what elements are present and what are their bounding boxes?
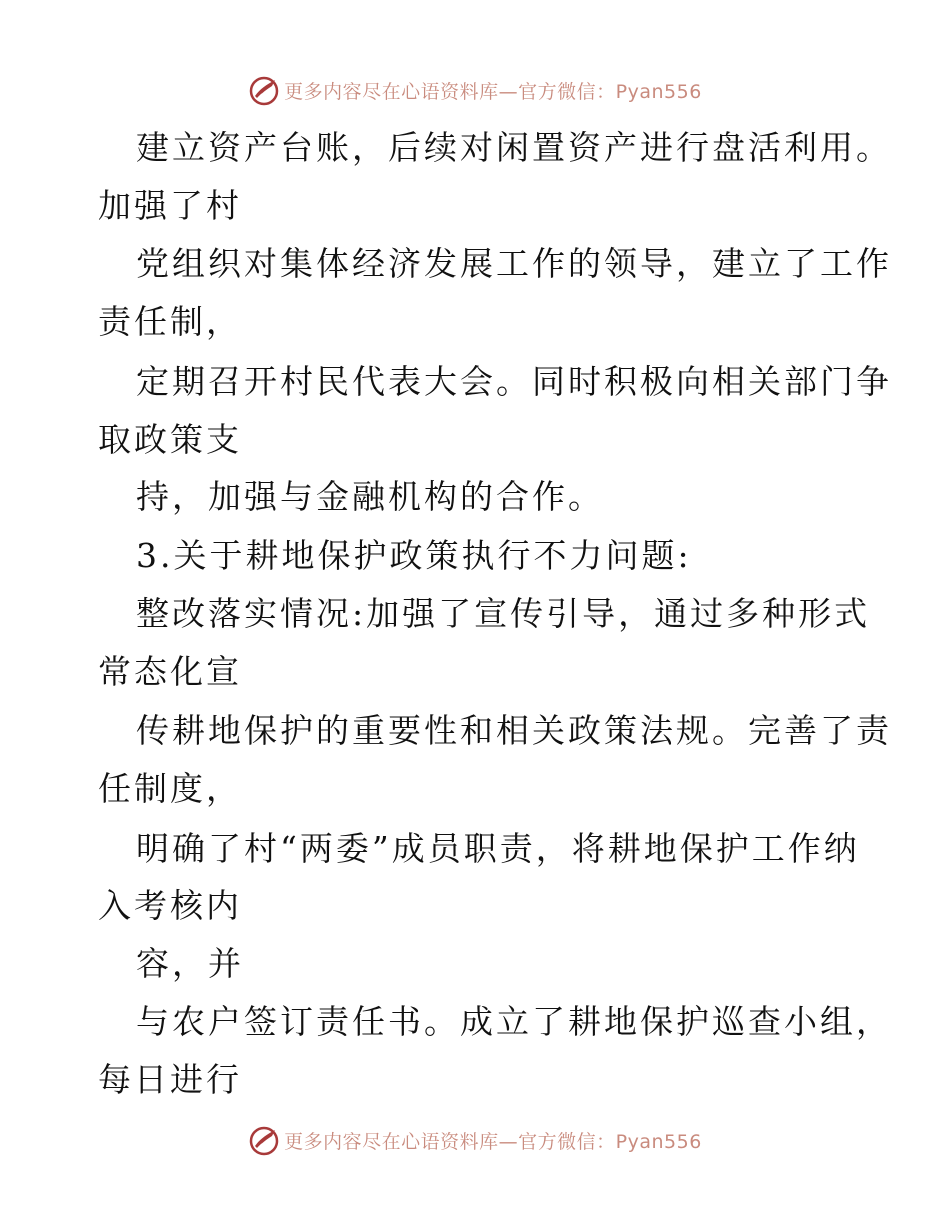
text-line: 建立资产台账，后续对闲置资产进行盘活利用。 [136, 128, 892, 167]
text-line: 入考核内 [98, 886, 242, 925]
text-line: 定期召开村民代表大会。同时积极向相关部门争 [136, 362, 892, 401]
text-line: 每日进行 [98, 1060, 242, 1099]
text-line: 责任制， [98, 302, 242, 341]
text-line: 任制度， [98, 769, 242, 808]
footer-watermark [0, 1120, 950, 1160]
watermark-text: 更多内容尽在心语资料库—官方微信：Pyan556 [284, 1130, 702, 1153]
text-line: 持，加强与金融机构的合作。 [136, 477, 604, 516]
text-line: 容，并 [136, 944, 244, 983]
text-line: 明确了村“两委”成员职责，将耕地保护工作纳 [136, 829, 860, 868]
text-line: 整改落实情况:加强了宣传引导，通过多种形式 [136, 594, 871, 633]
text-line: 与农户签订责任书。成立了耕地保护巡查小组， [136, 1002, 892, 1041]
text-line: 加强了村 [98, 186, 242, 225]
text-line: 党组织对集体经济发展工作的领导，建立了工作 [136, 244, 892, 283]
text-line: 3.关于耕地保护政策执行不力问题: [136, 536, 692, 575]
text-line: 取政策支 [98, 420, 242, 459]
pen-logo-icon [248, 1124, 280, 1156]
text-line: 传耕地保护的重要性和相关政策法规。完善了责 [136, 711, 892, 750]
text-line: 常态化宣 [98, 652, 242, 691]
watermark-text: 更多内容尽在心语资料库—官方微信：Pyan556 [284, 80, 702, 103]
